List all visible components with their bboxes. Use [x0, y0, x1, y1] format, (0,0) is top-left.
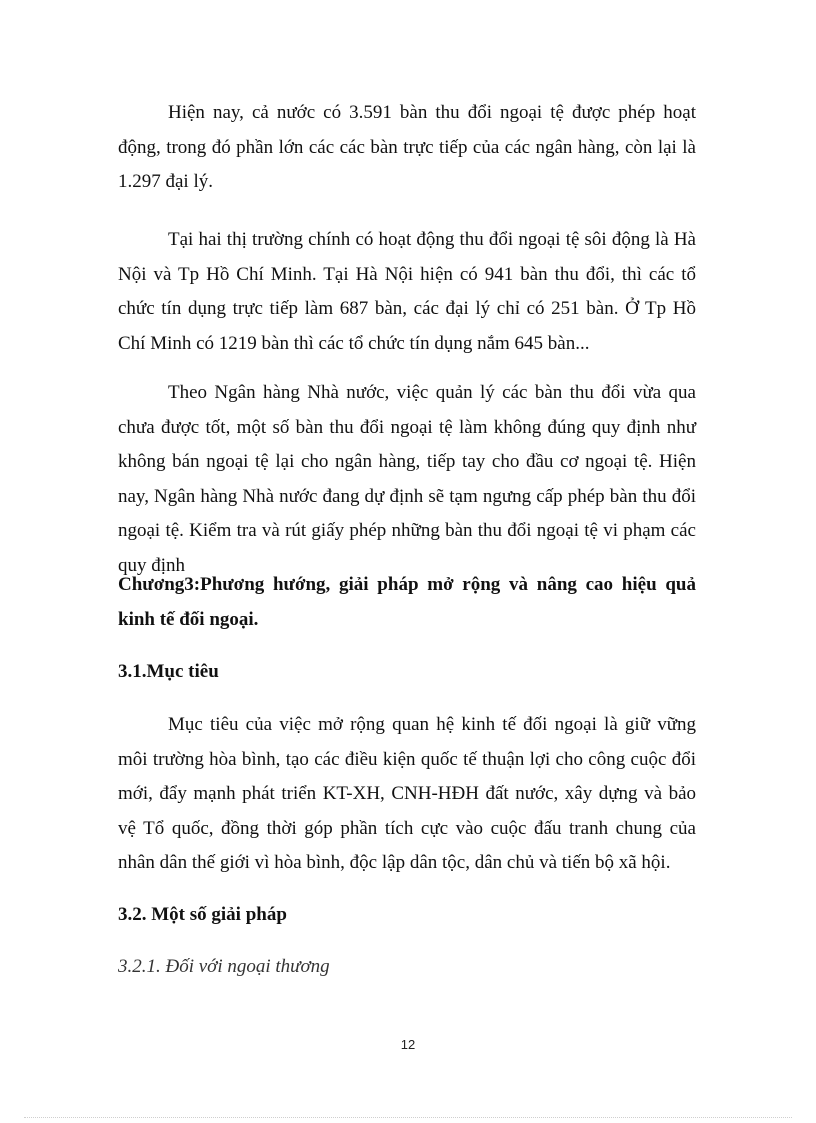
paragraph-currency-exchange-count — [118, 96, 696, 200]
section-heading-block — [118, 898, 696, 933]
section-heading-block — [118, 655, 696, 690]
paragraph-text: Tại hai thị trường chính có hoạt động thu đổi ngoại tệ sôi động là Hà Nội và Tp Hồ Chí Minh. Tại Hà Nội hiện có 941 bàn thu đổi, thì các tổ chức tín dụng trực tiếp làm 687 bàn, các đại lý chỉ có 251 bàn. Ở Tp Hồ Chí Minh có 1219 bàn thì các tổ chức tín dụng nắm 645 bàn... — [118, 229, 696, 354]
paragraph-text: Theo Ngân hàng Nhà nước, việc quản lý các bàn thu đổi vừa qua chưa được tốt, một số bàn thu đổi ngoại tệ làm không đúng quy định như không bán ngoại tệ lại cho ngân hàng, tiếp tay cho đầu cơ ngoại tệ. Hiện nay, Ngân hàng Nhà nước đang dự định sẽ tạm ngưng cấp phép bàn thu đổi ngoại tệ. Kiểm tra và rút giấy phép những bàn thu đổi ngoại tệ vi phạm các quy định — [118, 382, 696, 576]
page-bottom-divider — [24, 1117, 792, 1118]
section-heading-objectives: 3.1.Mục tiêu — [118, 661, 219, 682]
paragraph-major-markets — [118, 223, 696, 361]
subsection-heading-foreign-trade: 3.2.1. Đối với ngoại thương — [118, 956, 330, 977]
chapter-heading: Chương3:Phương hướng, giải pháp mở rộng và nâng cao hiệu quả kinh tế đối ngoại. — [118, 574, 696, 630]
paragraph-text: Hiện nay, cả nước có 3.591 bàn thu đổi ngoại tệ được phép hoạt động, trong đó phần lớn các các bàn trực tiếp của các ngân hàng, còn lại là 1.297 đại lý. — [118, 102, 696, 192]
paragraph-state-bank-management — [118, 376, 696, 583]
chapter-heading-block — [118, 568, 696, 637]
paragraph-objectives — [118, 708, 696, 881]
paragraph-text: Mục tiêu của việc mở rộng quan hệ kinh tế đối ngoại là giữ vững môi trường hòa bình, tạo các điều kiện quốc tế thuận lợi cho công cuộc đổi mới, đẩy mạnh phát triển KT-XH, CNH-HĐH đất nước, xây dựng và bảo vệ Tổ quốc, đồng thời góp phần tích cực vào cuộc đấu tranh chung của nhân dân thế giới vì hòa bình, độc lập dân tộc, dân chủ và tiến bộ xã hội. — [118, 714, 696, 873]
page-number: 12 — [400, 1037, 416, 1052]
subsection-heading-block — [118, 950, 696, 985]
section-heading-solutions: 3.2. Một số giải pháp — [118, 904, 287, 925]
